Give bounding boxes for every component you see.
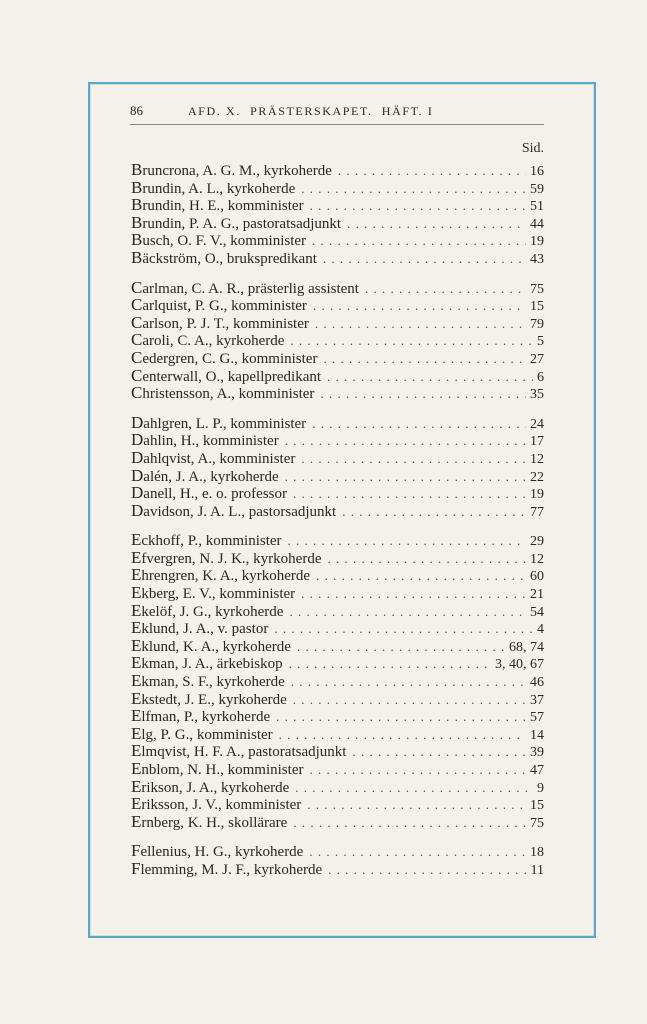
dot-leader <box>352 743 526 761</box>
dot-leader <box>327 550 526 568</box>
entry-pages: 60 <box>530 569 544 585</box>
entry-initial: B <box>131 160 143 179</box>
entry-text: alén, J. A., kyrkoherde <box>143 468 279 485</box>
dot-leader <box>365 280 526 298</box>
entry-initial: D <box>131 430 144 450</box>
entry-text: avidson, J. A. L., pastorsadjunkt <box>143 503 337 520</box>
entry-pages: 51 <box>530 199 544 215</box>
index-entry <box>131 349 544 367</box>
index-entry <box>131 196 544 214</box>
dot-leader <box>315 315 526 333</box>
entry-initial: E <box>131 618 142 638</box>
dot-leader <box>338 162 526 180</box>
entry-text: lg, P. G., komminister <box>141 726 273 743</box>
entry-initial: C <box>131 347 143 367</box>
entry-pages: 68, 74 <box>509 639 544 655</box>
dot-leader <box>297 638 505 656</box>
entry-pages: 75 <box>530 815 544 831</box>
entry-initial: E <box>131 671 142 691</box>
index-entry <box>131 725 544 743</box>
entry-text: riksson, J. V., komminister <box>141 797 302 814</box>
entry-initial: B <box>131 177 143 197</box>
entry-text: klund, K. A., kyrkoherde <box>141 638 291 655</box>
entry-name <box>131 502 336 522</box>
dot-leader <box>293 814 526 832</box>
letter-group <box>131 279 544 402</box>
entry-text: edergren, C. G., komminister <box>142 350 318 367</box>
entry-name <box>131 860 322 880</box>
entry-initial: B <box>131 195 143 215</box>
entry-initial: D <box>131 483 144 503</box>
entry-pages: 15 <box>530 798 544 814</box>
entry-initial: E <box>131 600 142 620</box>
index-entry <box>131 431 544 449</box>
dot-leader <box>320 385 526 403</box>
entry-text: klund, J. A., v. pastor <box>141 621 269 638</box>
entry-pages: 44 <box>530 216 544 232</box>
entry-initial: B <box>131 247 143 267</box>
entry-name <box>131 249 317 269</box>
dot-leader <box>293 485 526 503</box>
index-entry <box>131 584 544 602</box>
index-entry <box>131 296 544 314</box>
entry-initial: D <box>131 465 144 485</box>
dot-leader <box>289 655 491 673</box>
entry-text: ellenius, H. G., kyrkoherde <box>140 844 304 861</box>
entry-pages: 27 <box>530 351 544 367</box>
entry-initial: C <box>131 312 143 332</box>
entry-text: ahlqvist, A., komminister <box>143 450 296 467</box>
dot-leader <box>285 432 526 450</box>
dot-leader <box>307 796 526 814</box>
entry-initial: B <box>131 230 143 250</box>
entry-text: runcrona, A. G. M., kyrkoherde <box>142 163 332 179</box>
entry-pages: 15 <box>530 299 544 315</box>
entry-pages: 39 <box>530 745 544 761</box>
dot-leader <box>323 350 526 368</box>
entry-pages: 19 <box>530 487 544 503</box>
entry-initial: E <box>131 583 142 603</box>
entry-text: kman, J. A., ärkebiskop <box>141 656 283 673</box>
index-entry <box>131 795 544 813</box>
entry-pages: 5 <box>537 334 544 350</box>
index-entry <box>131 279 544 297</box>
entry-initial: B <box>131 212 143 232</box>
index-entry <box>131 654 544 672</box>
entry-text: ahlin, H., komminister <box>143 433 279 450</box>
index-entry <box>131 314 544 332</box>
entry-pages: 11 <box>530 862 544 878</box>
dot-leader <box>301 585 526 603</box>
index-entry <box>131 331 544 349</box>
entry-pages: 46 <box>530 675 544 691</box>
letter-group <box>131 842 544 877</box>
entry-pages: 18 <box>530 845 544 861</box>
entry-pages: 79 <box>530 316 544 332</box>
letter-group <box>131 531 544 830</box>
index-entry <box>131 161 544 179</box>
entry-pages: 12 <box>530 551 544 567</box>
entry-initial: E <box>131 565 142 585</box>
dot-leader <box>323 250 526 268</box>
entry-pages: 24 <box>530 416 544 432</box>
index-entry <box>131 231 544 249</box>
entry-initial: E <box>131 811 142 831</box>
letter-group <box>131 161 544 267</box>
index-entry <box>131 449 544 467</box>
entry-initial: E <box>131 547 142 567</box>
entry-pages: 37 <box>530 692 544 708</box>
entry-pages: 21 <box>530 587 544 603</box>
index-entry <box>131 179 544 197</box>
entry-initial: E <box>131 741 142 761</box>
index-entry <box>131 602 544 620</box>
entry-pages: 16 <box>530 164 544 179</box>
entry-initial: F <box>131 841 141 861</box>
entry-initial: E <box>131 688 142 708</box>
index-entry <box>131 778 544 796</box>
entry-pages: 47 <box>530 763 544 778</box>
entry-pages: 14 <box>530 727 544 743</box>
entry-initial: E <box>131 706 142 726</box>
entry-text: fvergren, N. J. K., kyrkoherde <box>141 550 322 567</box>
index-entry <box>131 531 544 549</box>
dot-leader <box>347 215 526 233</box>
dot-leader <box>290 332 533 350</box>
index-entry <box>131 502 544 520</box>
entry-initial: C <box>131 295 143 315</box>
entry-text: nblom, N. H., komminister <box>141 762 304 778</box>
index-entry <box>131 214 544 232</box>
entry-initial: E <box>131 759 142 778</box>
dot-leader <box>327 368 533 386</box>
index-entry <box>131 384 544 402</box>
entry-pages: 57 <box>530 710 544 726</box>
column-label: Sid. <box>521 141 544 156</box>
dot-leader <box>312 415 526 433</box>
dot-leader <box>309 761 526 779</box>
entry-pages: 29 <box>530 534 544 550</box>
entry-initial: E <box>131 794 142 814</box>
entry-initial: C <box>131 383 143 403</box>
dot-leader <box>328 861 526 879</box>
entry-initial: C <box>131 330 143 350</box>
entry-text: kberg, E. V., komminister <box>141 586 296 603</box>
entry-text: äckström, O., brukspredikant <box>142 250 317 267</box>
running-header <box>130 103 544 121</box>
entry-text: kstedt, J. E., kyrkoherde <box>141 691 287 708</box>
entry-text: rundin, A. L., kyrkoherde <box>142 180 296 197</box>
index-entry <box>131 566 544 584</box>
dot-leader <box>309 843 526 861</box>
index-entry <box>131 549 544 567</box>
entry-initial: D <box>131 412 144 432</box>
entry-text: hristensson, A., komminister <box>142 386 315 403</box>
page-number: 86 <box>130 103 143 118</box>
dot-leader <box>295 779 533 797</box>
entry-pages: 17 <box>530 434 544 450</box>
entry-text: rundin, H. E., komminister <box>142 198 304 215</box>
index-entry <box>131 672 544 690</box>
dot-leader <box>276 708 526 726</box>
entry-text: kman, S. F., kyrkoherde <box>141 674 285 691</box>
index-entry <box>131 619 544 637</box>
entry-text: rikson, J. A., kyrkoherde <box>141 779 290 796</box>
entry-pages: 22 <box>530 469 544 485</box>
entry-text: rundin, P. A. G., pastoratsadjunkt <box>142 215 342 232</box>
entry-text: hrengren, K. A., kyrkoherde <box>141 568 311 585</box>
entry-pages: 35 <box>530 387 544 403</box>
entry-initial: D <box>131 500 144 520</box>
entry-text: ckhoff, P., komminister <box>141 533 282 550</box>
index-entry <box>131 690 544 708</box>
index-entry <box>131 249 544 267</box>
entry-text: lemming, M. J. F., kyrkoherde <box>140 861 323 878</box>
entry-text: aroli, C. A., kyrkoherde <box>142 333 285 350</box>
index-entry <box>131 467 544 485</box>
entry-text: arlquist, P. G., komminister <box>142 298 307 315</box>
entry-text: kelöf, J. G., kyrkoherde <box>141 603 284 620</box>
entry-text: lmqvist, H. F. A., pastoratsadjunkt <box>141 744 347 761</box>
entry-initial: F <box>131 858 141 878</box>
dot-leader <box>310 197 526 215</box>
running-title: AFD. X. PRÄSTERSKAPET. HÄFT. I <box>188 104 434 118</box>
index-entry <box>131 842 544 860</box>
index-entry <box>131 760 544 778</box>
index-list <box>131 161 544 890</box>
entry-text: rnberg, K. H., skollärare <box>141 814 288 831</box>
index-entry <box>131 742 544 760</box>
entry-initial: E <box>131 635 142 655</box>
dot-leader <box>342 503 526 521</box>
index-entry <box>131 707 544 725</box>
entry-pages: 54 <box>530 604 544 620</box>
dot-leader <box>301 450 526 468</box>
entry-pages: 43 <box>530 251 544 267</box>
entry-pages: 6 <box>537 369 544 385</box>
dot-leader <box>312 232 526 250</box>
entry-pages: 77 <box>530 504 544 520</box>
dot-leader <box>289 603 526 621</box>
entry-text: arlson, P. J. T., komminister <box>142 315 309 332</box>
index-entry <box>131 860 544 878</box>
dot-leader <box>316 567 526 585</box>
header-rule <box>130 124 544 125</box>
dot-leader <box>313 297 526 315</box>
dot-leader <box>274 620 533 638</box>
entry-pages: 12 <box>530 451 544 467</box>
dot-leader <box>288 532 526 550</box>
entry-initial: E <box>131 653 142 673</box>
entry-initial: D <box>131 447 144 467</box>
entry-pages: 3, 40, 67 <box>495 657 544 673</box>
letter-group <box>131 414 544 520</box>
entry-text: anell, H., e. o. professor <box>143 486 287 503</box>
entry-initial: C <box>131 365 143 385</box>
entry-text: usch, O. F. V., komminister <box>142 233 307 250</box>
entry-name <box>131 384 314 404</box>
index-entry <box>131 367 544 385</box>
dot-leader <box>301 180 526 198</box>
entry-name <box>131 813 287 833</box>
entry-pages: 4 <box>537 622 544 638</box>
dot-leader <box>293 691 526 709</box>
index-entry <box>131 813 544 831</box>
index-entry <box>131 484 544 502</box>
entry-initial: E <box>131 776 142 796</box>
entry-pages: 75 <box>530 281 544 297</box>
entry-text: enterwall, O., kapellpredikant <box>142 368 322 385</box>
entry-pages: 59 <box>530 181 544 197</box>
entry-pages: 19 <box>530 234 544 250</box>
entry-text: arlman, C. A. R., prästerlig assistent <box>142 280 359 297</box>
index-entry <box>131 637 544 655</box>
entry-pages: 9 <box>537 780 544 796</box>
index-entry <box>131 414 544 432</box>
entry-initial: C <box>131 277 143 297</box>
dot-leader <box>279 726 526 744</box>
entry-text: lfman, P., kyrkoherde <box>141 709 271 726</box>
entry-initial: E <box>131 530 142 550</box>
dot-leader <box>285 468 526 486</box>
entry-initial: E <box>131 723 142 743</box>
dot-leader <box>291 673 526 691</box>
entry-text: ahlgren, L. P., komminister <box>143 415 307 432</box>
